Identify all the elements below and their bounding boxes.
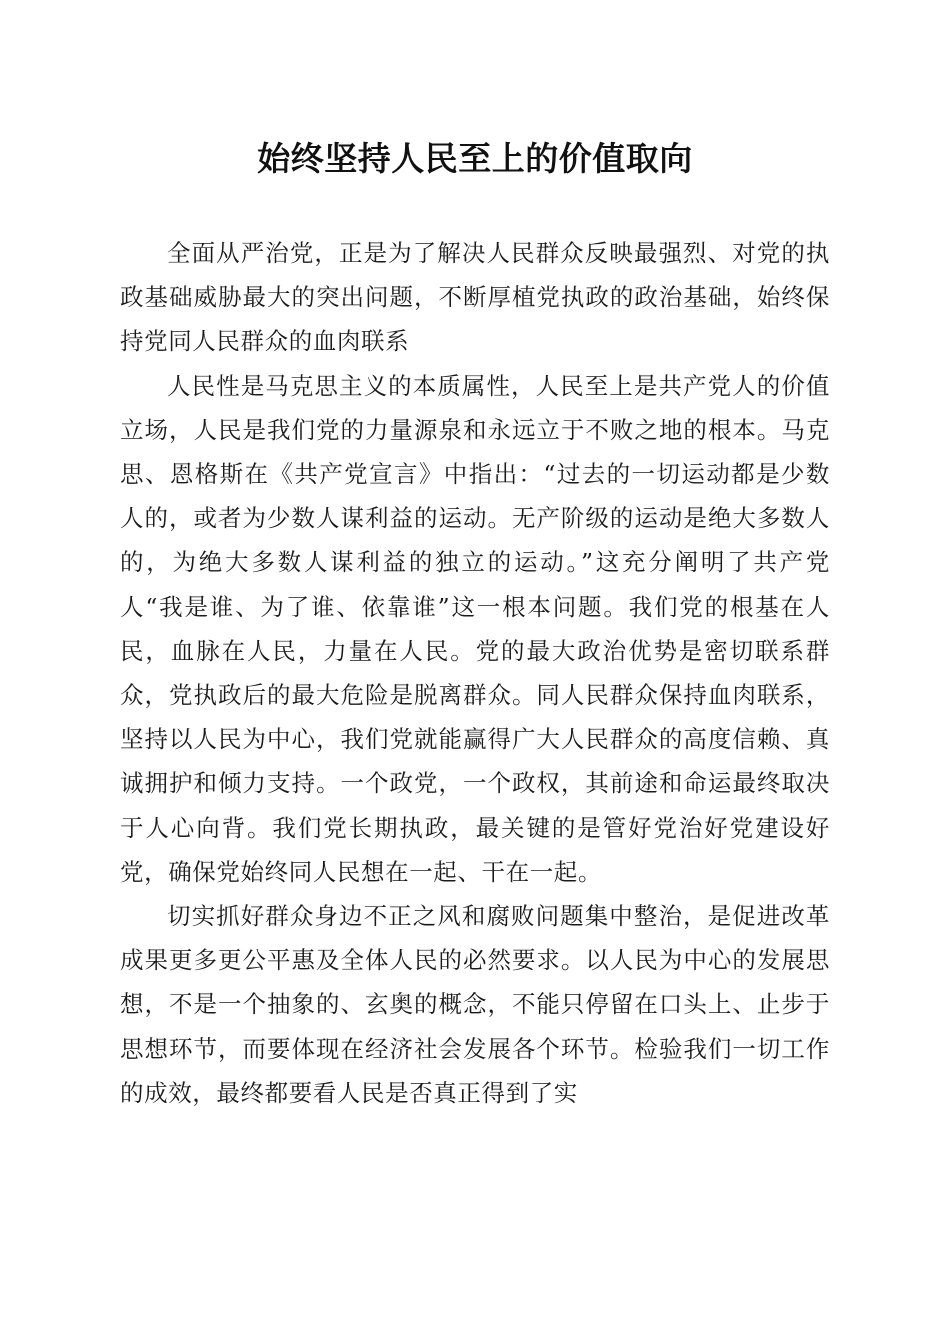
paragraph-3: 切实抓好群众身边不正之风和腐败问题集中整治，是促进改革成果更多更公平惠及全体人民的必然要求。以人民为中心的发展思想，不是一个抽象的、玄奥的概念，不能只停留在口头上、止步于思想环节，而要体现在经济社会发展各个环节。检验我们一切工作的成效，最终都要看人民是否真正得到了实 [120, 902, 830, 1107]
paragraph-1: 全面从严治党，正是为了解决人民群众反映最强烈、对党的执政基础威胁最大的突出问题，不断厚植党执政的政治基础，始终保持党同人民群众的血肉联系 [120, 239, 830, 356]
paragraph-2: 人民性是马克思主义的本质属性，人民至上是共产党人的价值立场，人民是我们党的力量源泉和永远立于不败之地的根本。马克思、恩格斯在《共产党宣言》中指出：“过去的一切运动都是少数人的，或者为少数人谋利益的运动。无产阶级的运动是绝大多数人的，为绝大多数人谋利益的独立的运动。”这充分阐明了共产党人“我是谁、为了谁、依靠谁”这一根本问题。我们党的根基在人民，血脉在人民，力量在人民。党的最大政治优势是密切联系群众，党执政后的最大危险是脱离群众。同人民群众保持血肉联系，坚持以人民为中心，我们党就能赢得广大人民群众的高度信赖、真诚拥护和倾力支持。一个政党，一个政权，其前途和命运最终取决于人心向背。我们党长期执政，最关键的是管好党治好党建设好党，确保党始终同人民想在一起、干在一起。 [120, 371, 830, 886]
document-title: 始终坚持人民至上的价值取向 [257, 139, 693, 178]
document-body [120, 231, 830, 1115]
